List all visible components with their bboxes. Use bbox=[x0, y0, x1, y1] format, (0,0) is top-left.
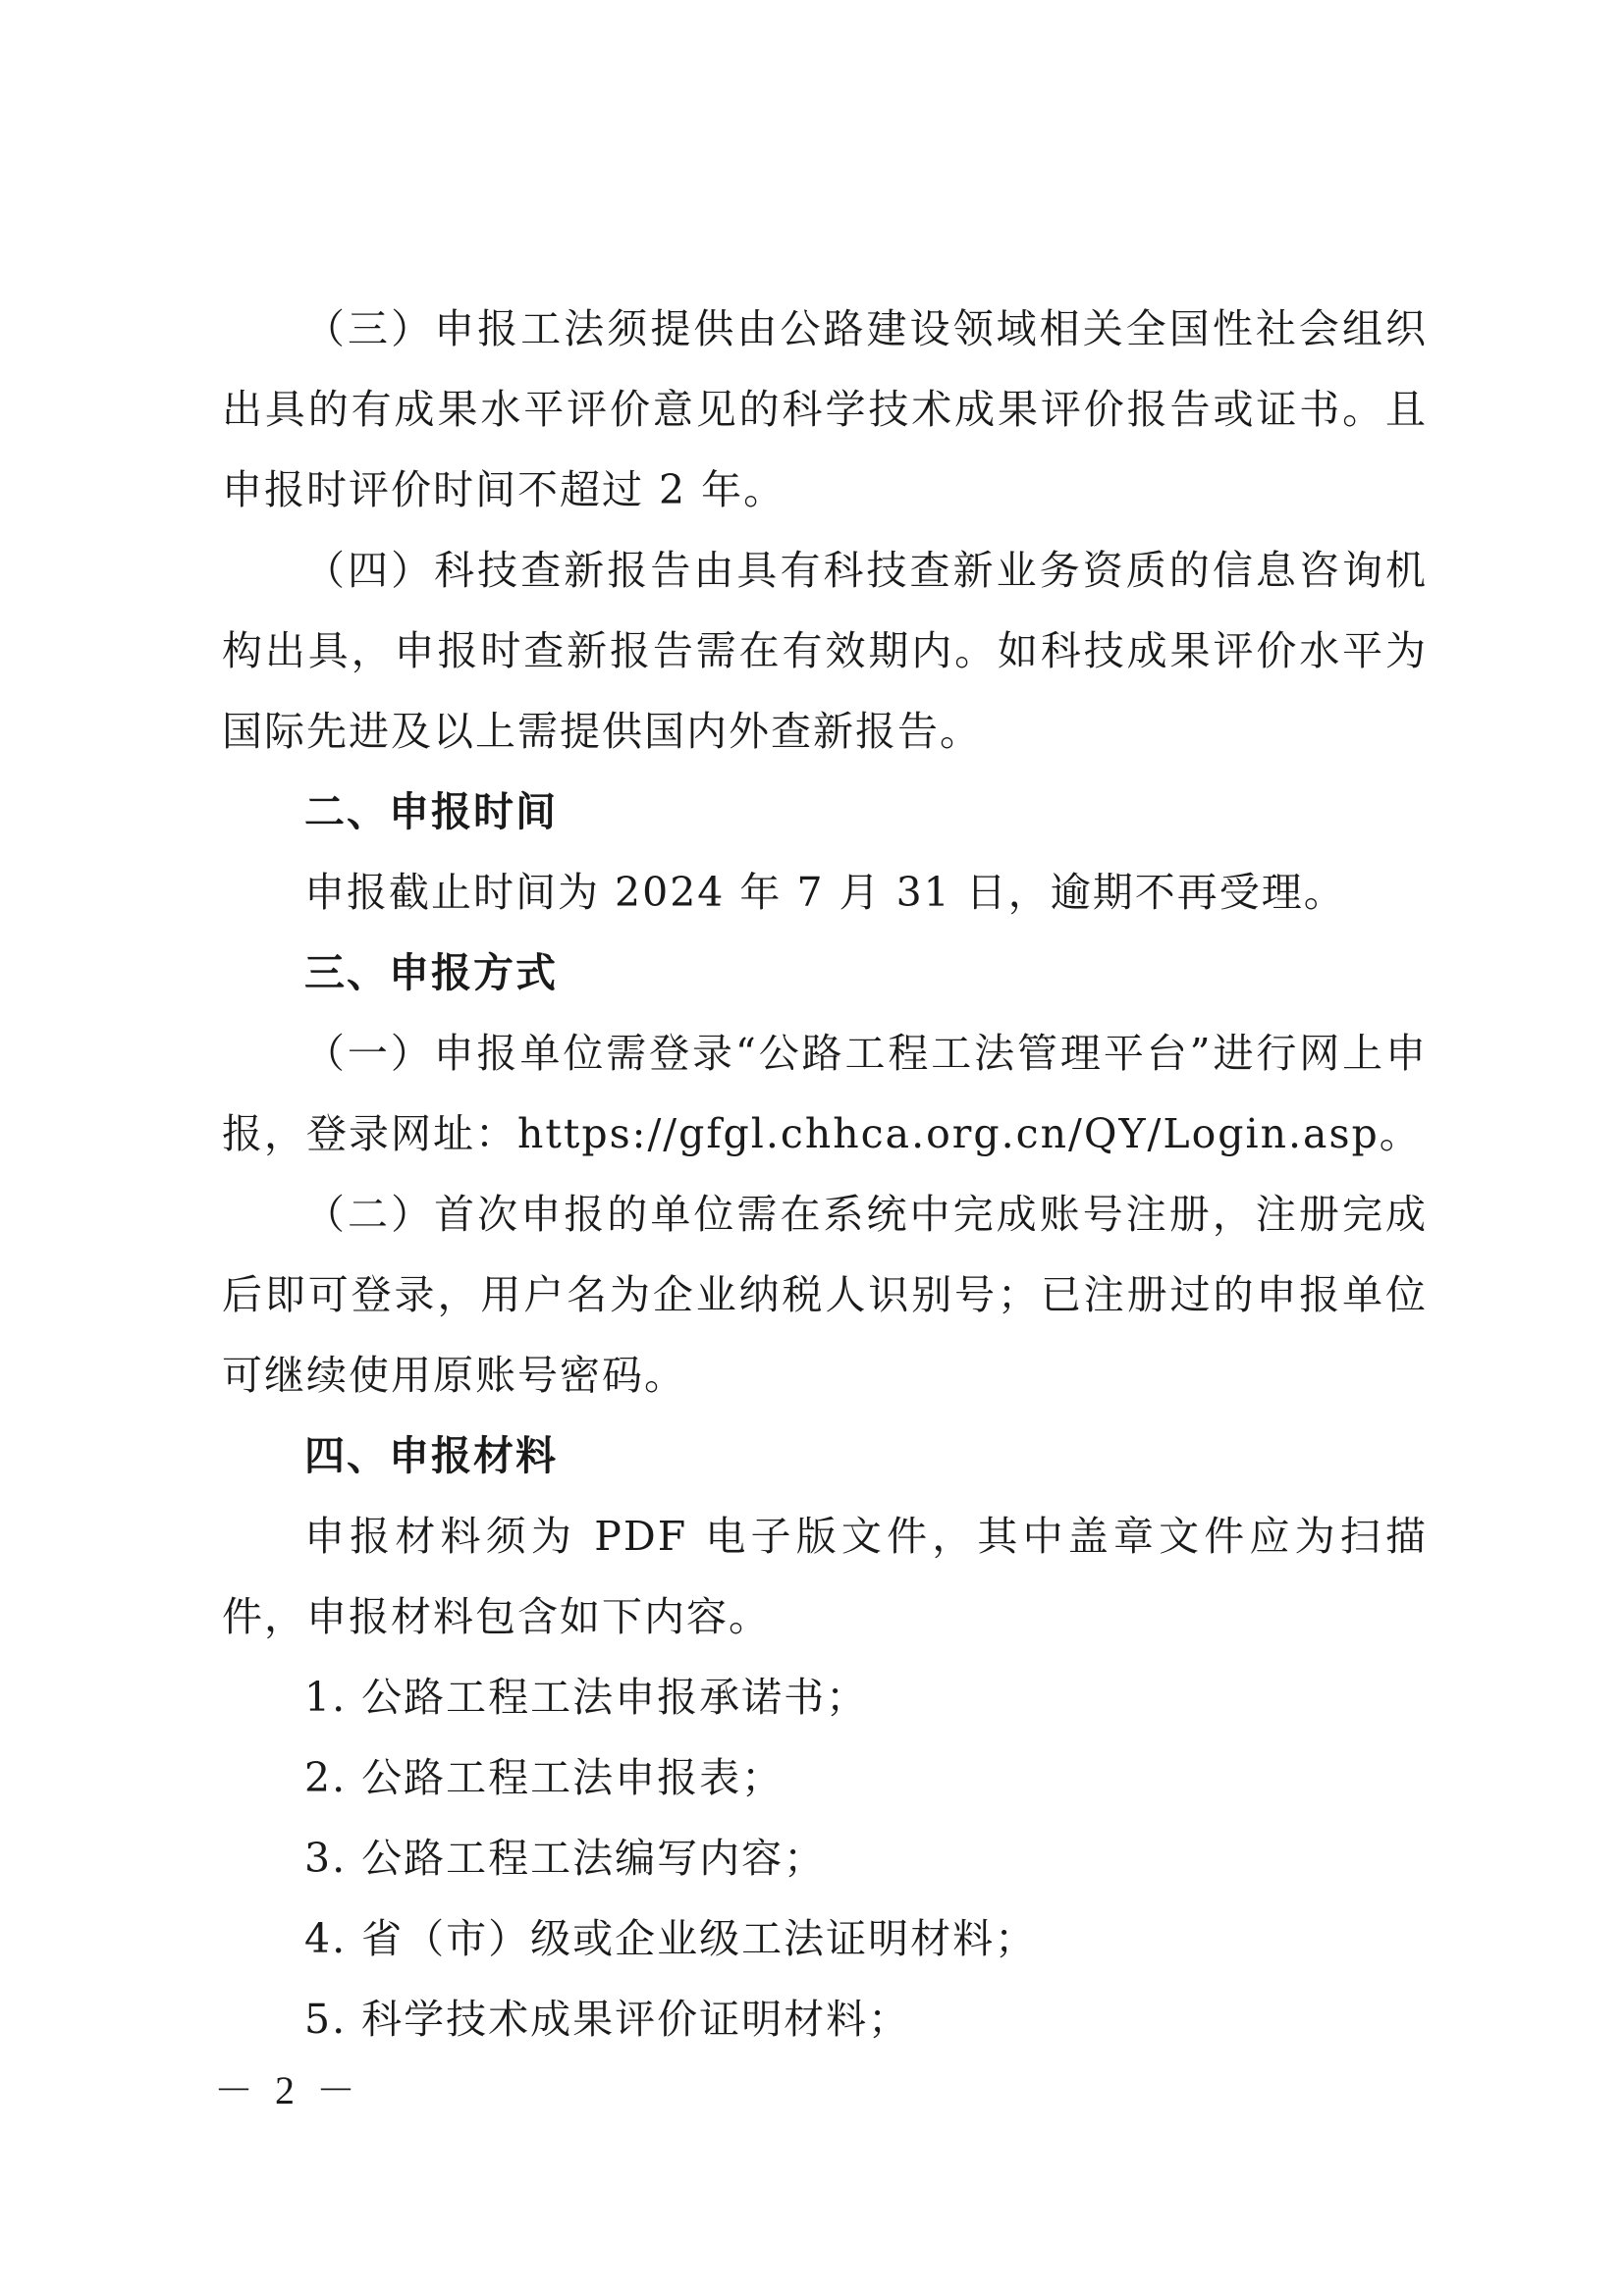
paragraph-online-platform: （一）申报单位需登录“公路工程工法管理平台”进行网上申报，登录网址：https://gfgl.chhca.org.cn/QY/Login.asp。 bbox=[222, 1030, 1428, 1157]
list-item: 3. 公路工程工法编写内容； bbox=[304, 1835, 827, 1882]
heading-application-method: 三、申报方式 bbox=[304, 949, 558, 996]
list-item: 5. 科学技术成果评价证明材料； bbox=[304, 1996, 911, 2043]
paragraph-account-registration: （二）首次申报的单位需在系统中完成账号注册，注册完成后即可登录，用户名为企业纳税人识别号；已注册过的申报单位可继续使用原账号密码。 bbox=[222, 1191, 1428, 1399]
heading-application-time: 二、申报时间 bbox=[304, 788, 558, 835]
page-number: － 2 － bbox=[214, 2068, 361, 2112]
heading-application-materials: 四、申报材料 bbox=[304, 1432, 558, 1479]
list-item: 4. 省（市）级或企业级工法证明材料； bbox=[304, 1915, 1038, 1962]
paragraph-deadline: 申报截止时间为 2024 年 7 月 31 日，逾期不再受理。 bbox=[304, 869, 1346, 916]
paragraph-materials-format: 申报材料须为 PDF 电子版文件，其中盖章文件应为扫描件，申报材料包含如下内容。 bbox=[222, 1513, 1428, 1640]
paragraph-evaluation-report: （三）申报工法须提供由公路建设领域相关全国性社会组织出具的有成果水平评价意见的科学技术成果评价报告或证书。且申报时评价时间不超过 2 年。 bbox=[222, 305, 1428, 513]
list-item: 2. 公路工程工法申报表； bbox=[304, 1754, 785, 1801]
paragraph-novelty-search: （四）科技查新报告由具有科技查新业务资质的信息咨询机构出具，申报时查新报告需在有效期内。如科技成果评价水平为国际先进及以上需提供国内外查新报告。 bbox=[222, 547, 1428, 755]
list-item: 1. 公路工程工法申报承诺书； bbox=[304, 1674, 869, 1721]
